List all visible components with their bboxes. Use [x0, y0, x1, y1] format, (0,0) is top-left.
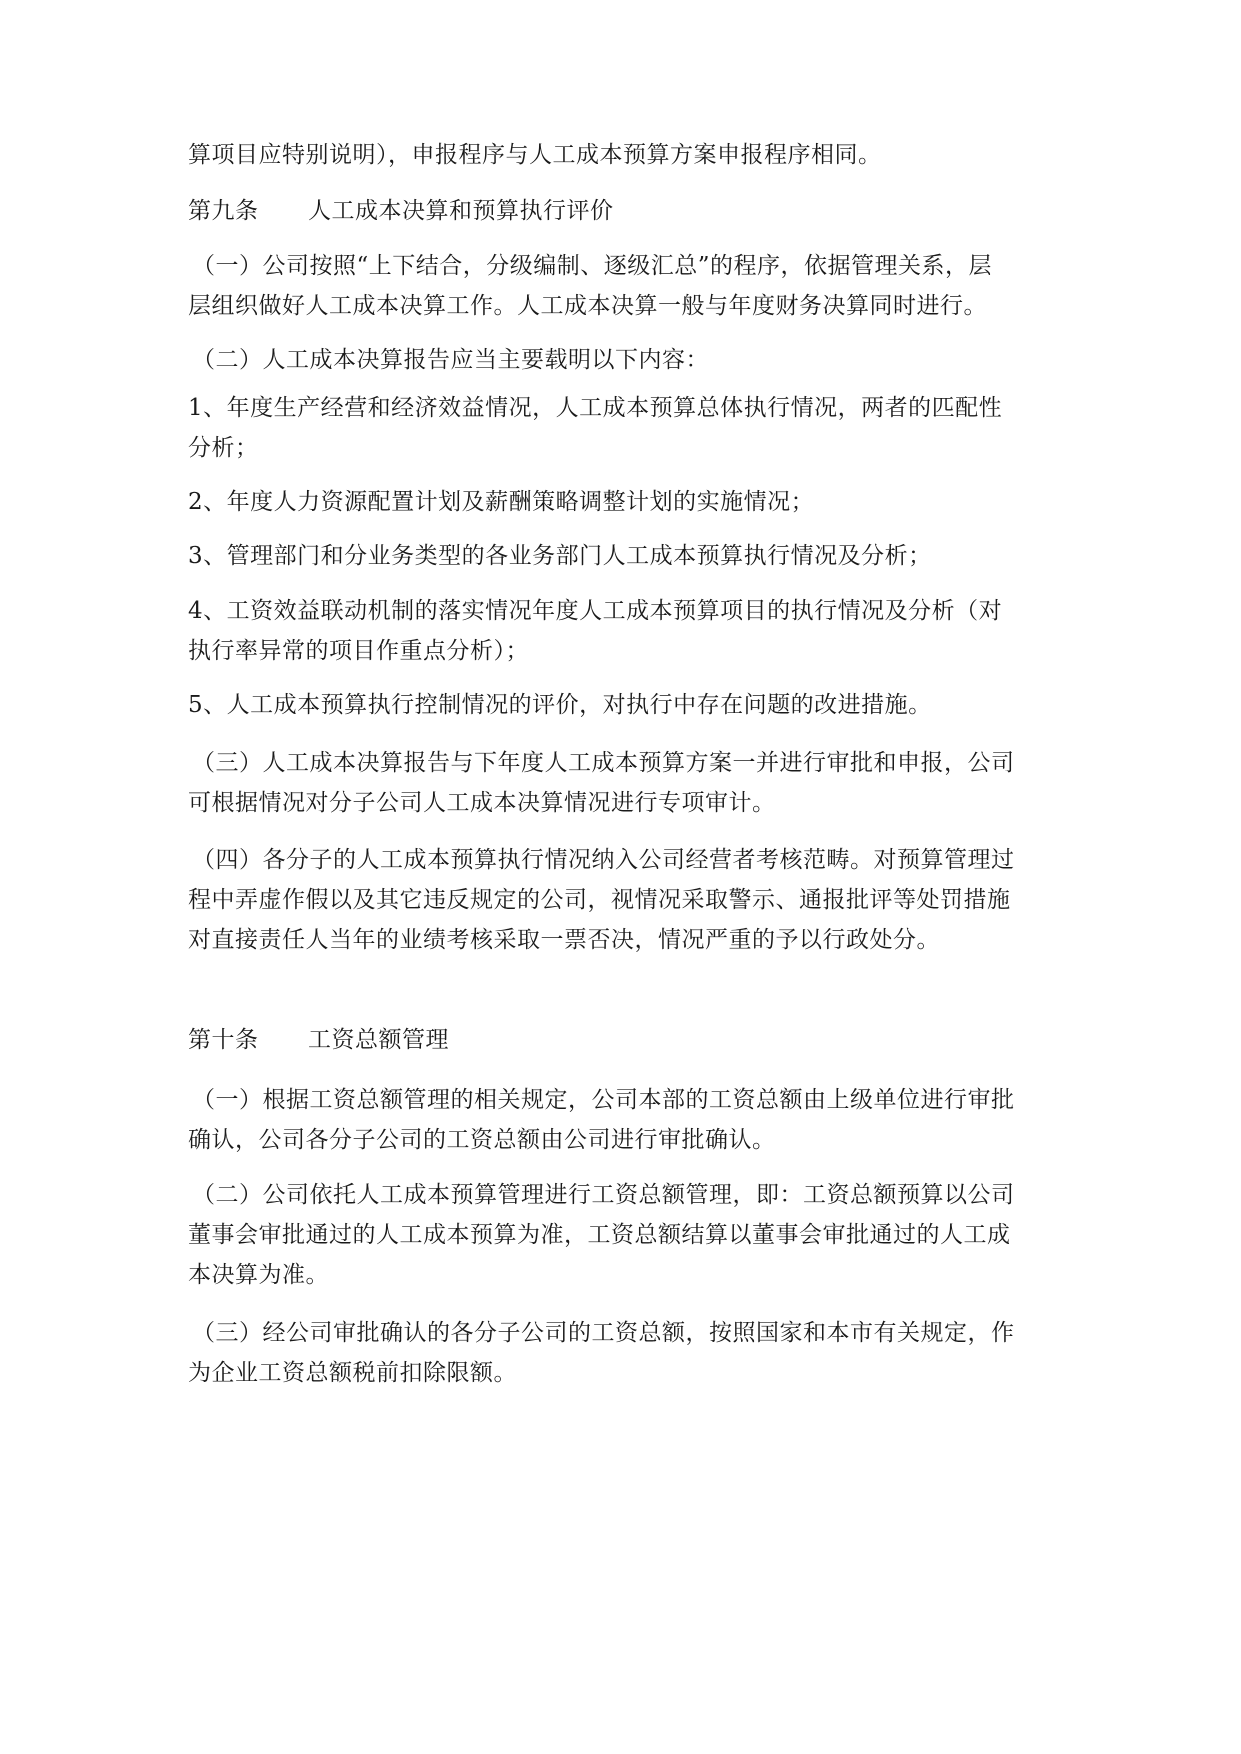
paragraph-line: （一）根据工资总额管理的相关规定，公司本部的工资总额由上级单位进行审批	[192, 1087, 1015, 1113]
paragraph-line: （三）人工成本决算报告与下年度人工成本预算方案一并进行审批和申报，公司	[192, 750, 1015, 776]
article-9-title: 人工成本决算和预算执行评价	[308, 198, 614, 224]
paragraph-line: （三）经公司审批确认的各分子公司的工资总额，按照国家和本市有关规定，作	[192, 1320, 1015, 1346]
list-item-line: 2、年度人力资源配置计划及薪酬策略调整计划的实施情况；	[188, 489, 815, 515]
list-item-line: 分析；	[188, 435, 259, 461]
article-9-heading	[188, 196, 614, 226]
article-9-number: 第九条	[188, 198, 259, 224]
paragraph-line: 算项目应特别说明），申报程序与人工成本预算方案申报程序相同。	[188, 142, 882, 168]
paragraph-line: 董事会审批通过的人工成本预算为准，工资总额结算以董事会审批通过的人工成	[188, 1222, 1011, 1248]
paragraph-line: 层组织做好人工成本决算工作。人工成本决算一般与年度财务决算同时进行。	[188, 293, 987, 319]
paragraph-line: 本决算为准。	[188, 1262, 329, 1288]
article-10-title: 工资总额管理	[308, 1027, 449, 1053]
paragraph-line: （一）公司按照“上下结合，分级编制、逐级汇总”的程序，依据管理关系，层	[192, 253, 993, 279]
list-item-line: 执行率异常的项目作重点分析）；	[188, 638, 529, 664]
list-item-line: 4、工资效益联动机制的落实情况年度人工成本预算项目的执行情况及分析（对	[188, 598, 1003, 624]
paragraph-line: 对直接责任人当年的业绩考核采取一票否决，情况严重的予以行政处分。	[188, 927, 940, 953]
article-10-number: 第十条	[188, 1027, 259, 1053]
paragraph-line: （四）各分子的人工成本预算执行情况纳入公司经营者考核范畴。对预算管理过	[192, 847, 1015, 873]
paragraph-line: 可根据情况对分子公司人工成本决算情况进行专项审计。	[188, 790, 776, 816]
list-item-line: 5、人工成本预算执行控制情况的评价，对执行中存在问题的改进措施。	[188, 692, 932, 718]
paragraph-line: 为企业工资总额税前扣除限额。	[188, 1360, 517, 1386]
article-10-heading	[188, 1025, 449, 1055]
list-item-line: 1、年度生产经营和经济效益情况，人工成本预算总体执行情况，两者的匹配性	[188, 395, 1003, 421]
paragraph-line: 确认，公司各分子公司的工资总额由公司进行审批确认。	[188, 1127, 776, 1153]
paragraph-line: （二）公司依托人工成本预算管理进行工资总额管理，即：工资总额预算以公司	[192, 1182, 1015, 1208]
list-item-line: 3、管理部门和分业务类型的各业务部门人工成本预算执行情况及分析；	[188, 543, 932, 569]
paragraph-line: （二）人工成本决算报告应当主要载明以下内容：	[192, 347, 709, 373]
paragraph-line: 程中弄虚作假以及其它违反规定的公司，视情况采取警示、通报批评等处罚措施	[188, 887, 1011, 913]
